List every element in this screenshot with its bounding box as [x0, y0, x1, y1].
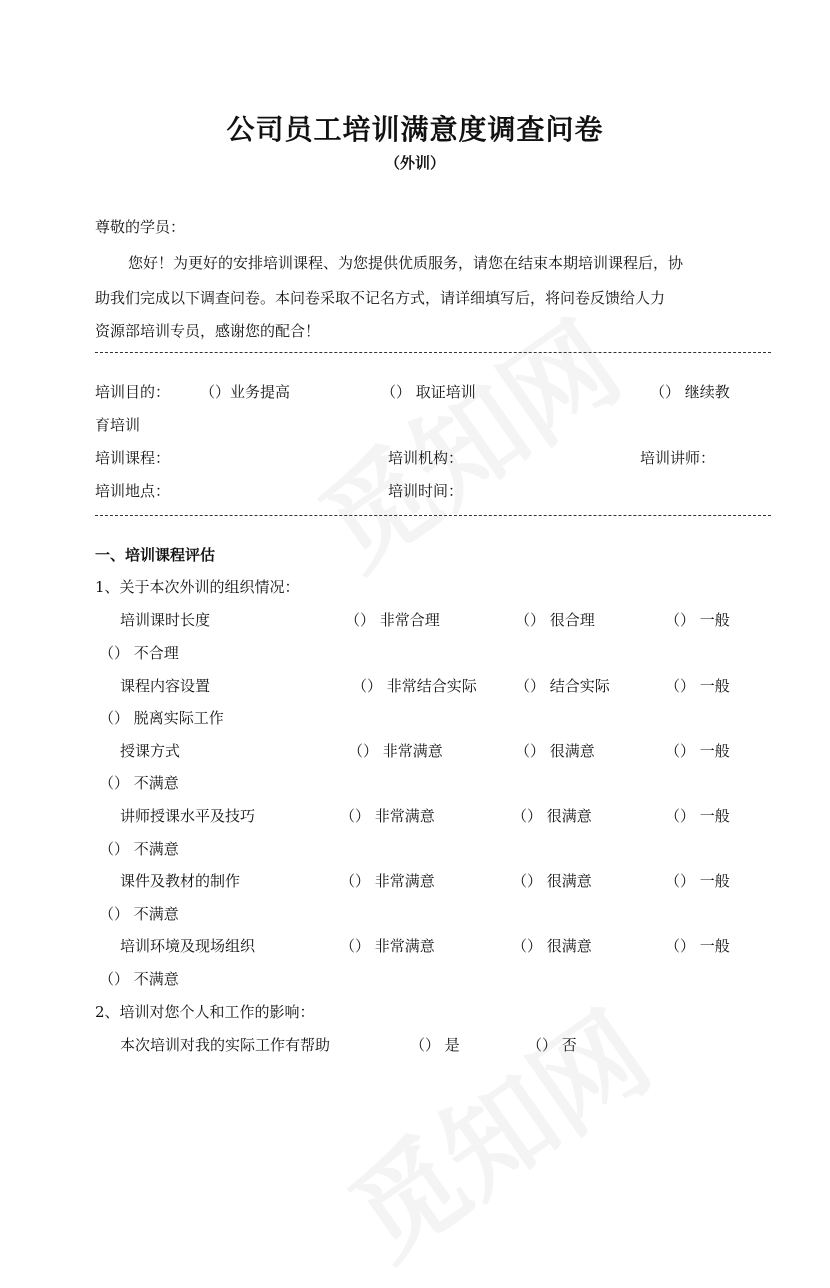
salutation: 尊敬的学员： [95, 218, 186, 236]
watermark-bottom [315, 970, 676, 1288]
rating-option[interactable]: （） 非常满意 [340, 807, 435, 825]
rating-option[interactable]: （） 很满意 [512, 872, 592, 890]
purpose-option-business[interactable]: （）业务提高 [200, 383, 291, 401]
rating-item: 培训环境及现场组织 [120, 937, 256, 955]
rating-option[interactable]: （） 一般 [665, 611, 730, 629]
question-1: 1、关于本次外训的组织情况： [95, 578, 300, 596]
intro-line-1: 您好！为更好的安排培训课程、为您提供优质服务，请您在结束本期培训课程后，协 [128, 254, 684, 272]
rating-item: 讲师授课水平及技巧 [120, 807, 256, 825]
rating-item: 授课方式 [120, 742, 181, 760]
rating-option[interactable]: （） 很满意 [512, 937, 592, 955]
rating-option[interactable]: （） 很满意 [515, 742, 595, 760]
time-label: 培训时间： [388, 482, 464, 500]
rating-option[interactable]: （） 非常满意 [348, 742, 443, 760]
divider-top [95, 352, 771, 353]
purpose-option-certificate[interactable]: （） 取证培训 [381, 383, 476, 401]
question-2: 2、培训对您个人和工作的影响： [95, 1003, 315, 1021]
rating-option[interactable]: （） 非常结合实际 [352, 677, 477, 695]
impact-option-yes[interactable]: （） 是 [410, 1036, 460, 1054]
rating-option[interactable]: （） 一般 [665, 807, 730, 825]
page-subtitle: （外训） [384, 154, 445, 172]
rating-option[interactable]: （） 非常满意 [340, 937, 435, 955]
rating-item: 培训课时长度 [120, 611, 211, 629]
rating-option[interactable]: （） 结合实际 [515, 677, 610, 695]
intro-line-2: 助我们完成以下调查问卷。本问卷采取不记名方式，请详细填写后，将问卷反馈给人力 [95, 289, 666, 307]
rating-option[interactable]: （） 很合理 [515, 611, 595, 629]
rating-option[interactable]: （） 一般 [665, 677, 730, 695]
purpose-label: 培训目的： [95, 383, 171, 401]
rating-option[interactable]: （） 一般 [665, 937, 730, 955]
teacher-label: 培训讲师： [640, 449, 716, 467]
rating-option[interactable]: （） 一般 [665, 872, 730, 890]
page-title: 公司员工培训满意度调查问卷 [226, 113, 604, 146]
rating-option[interactable]: （） 不满意 [99, 905, 179, 923]
course-label: 培训课程： [95, 449, 171, 467]
rating-item: 课件及教材的制作 [120, 872, 241, 890]
rating-option[interactable]: （） 一般 [665, 742, 730, 760]
divider-bottom [95, 515, 771, 516]
rating-option[interactable]: （） 不合理 [99, 644, 179, 662]
rating-option[interactable]: （） 很满意 [512, 807, 592, 825]
rating-option[interactable]: （） 脱离实际工作 [99, 709, 224, 727]
purpose-option-continuing[interactable]: （） 继续教 [650, 383, 730, 401]
intro-line-3: 资源部培训专员，感谢您的配合！ [95, 322, 321, 340]
purpose-option-continuing-cont: 育培训 [95, 416, 141, 434]
rating-option[interactable]: （） 不满意 [99, 970, 179, 988]
rating-item: 课程内容设置 [120, 677, 211, 695]
org-label: 培训机构： [388, 449, 464, 467]
rating-option[interactable]: （） 非常满意 [340, 872, 435, 890]
rating-option[interactable]: （） 不满意 [99, 840, 179, 858]
rating-option[interactable]: （） 非常合理 [345, 611, 440, 629]
location-label: 培训地点： [95, 482, 171, 500]
section-heading: 一、培训课程评估 [95, 546, 216, 564]
rating-option[interactable]: （） 不满意 [99, 774, 179, 792]
watermark [285, 280, 646, 599]
impact-option-no[interactable]: （） 否 [527, 1036, 577, 1054]
impact-item: 本次培训对我的实际工作有帮助 [120, 1036, 331, 1054]
